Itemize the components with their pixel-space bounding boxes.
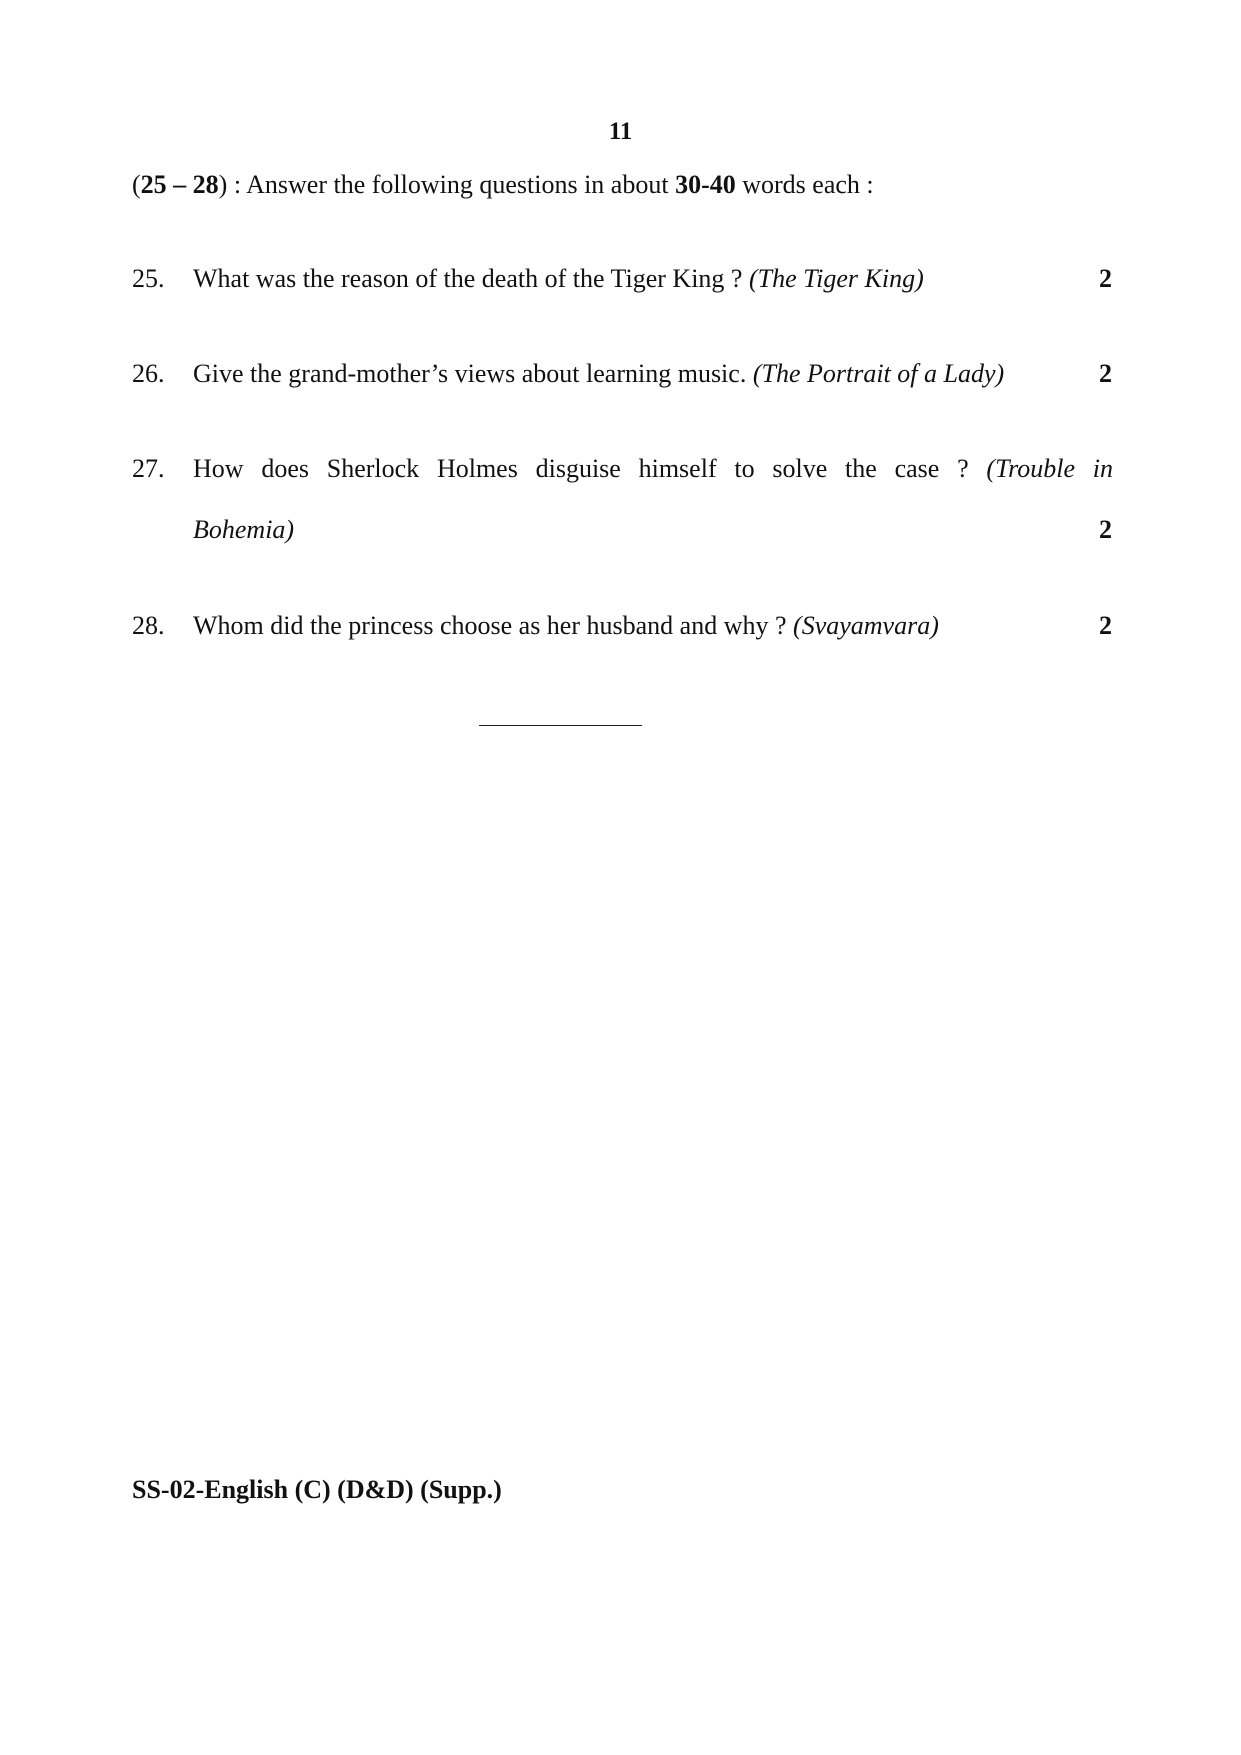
question-source: (Trouble in (986, 454, 1114, 483)
question-body: Give the grand-mother’s views about learning music. (193, 359, 753, 388)
end-of-section-rule (479, 725, 642, 726)
section-instruction (132, 170, 874, 200)
question-number: 27. (132, 454, 165, 483)
question-text (193, 611, 1048, 641)
page-number: 11 (608, 118, 633, 145)
question-body: Whom did the princess choose as her husband and why ? (193, 611, 794, 640)
question-body: How does Sherlock Holmes disguise himself to solve the case ? (193, 454, 987, 483)
question-marks: 2 (1099, 359, 1112, 388)
question-number: 25. (132, 264, 165, 293)
question-text (193, 359, 1048, 389)
question-source: (The Tiger King) (748, 264, 924, 293)
question-source: (The Portrait of a Lady) (752, 359, 1005, 388)
instruction-open-paren: ( (132, 170, 141, 199)
instruction-text-end: words each : (735, 170, 874, 199)
question-text (193, 264, 1048, 294)
word-count: 30-40 (675, 170, 736, 199)
question-text (193, 454, 1113, 484)
question-number: 26. (132, 359, 165, 388)
question-range: 25 – 28 (140, 170, 219, 199)
question-marks: 2 (1099, 611, 1112, 640)
paper-code: SS-02-English (C) (D&D) (Supp.) (132, 1475, 502, 1504)
question-source-continued: Bohemia) (193, 515, 295, 544)
question-body: What was the reason of the death of the Tiger King ? (193, 264, 749, 293)
question-number: 28. (132, 611, 165, 640)
question-marks: 2 (1099, 264, 1112, 293)
instruction-text: ) : Answer the following questions in about (218, 170, 676, 199)
question-marks: 2 (1099, 515, 1112, 544)
question-source: (Svayamvara) (793, 611, 939, 640)
